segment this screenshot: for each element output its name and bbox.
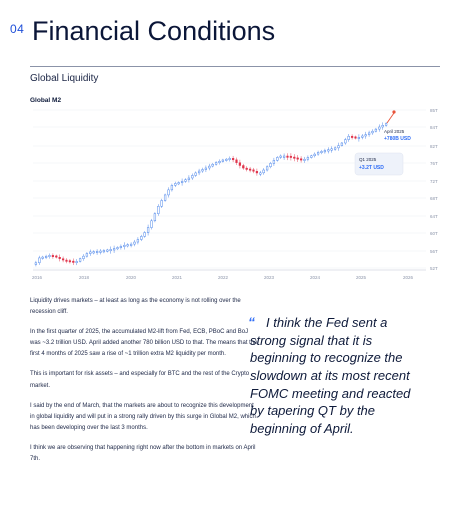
candle-body bbox=[215, 163, 217, 165]
candle-body bbox=[205, 168, 207, 170]
candle-body bbox=[287, 156, 289, 157]
candle-body bbox=[208, 166, 210, 168]
candle-body bbox=[280, 156, 282, 157]
candle-body bbox=[225, 159, 227, 160]
candle-body bbox=[338, 146, 340, 148]
candle-body bbox=[321, 151, 323, 152]
candle-body bbox=[348, 136, 350, 139]
candle-body bbox=[273, 160, 275, 163]
candle-body bbox=[327, 150, 329, 151]
candle-body bbox=[52, 255, 54, 256]
candle-body bbox=[324, 151, 326, 152]
candle-body bbox=[171, 185, 173, 190]
candle-body bbox=[253, 170, 255, 172]
candle-body bbox=[242, 166, 244, 169]
candle-body bbox=[62, 259, 64, 260]
y-tick-label: 72T bbox=[430, 179, 438, 184]
candle-body bbox=[232, 158, 234, 160]
candle-body bbox=[69, 261, 71, 262]
candle-body bbox=[154, 214, 156, 221]
candle-body bbox=[110, 249, 112, 250]
candle-body bbox=[283, 156, 285, 157]
candle-body bbox=[385, 124, 387, 125]
candle-body bbox=[355, 137, 357, 138]
candle-body bbox=[239, 163, 241, 166]
y-tick-label: 82T bbox=[430, 144, 438, 149]
candle-body bbox=[229, 158, 231, 159]
candle-body bbox=[266, 167, 268, 170]
candle-body bbox=[365, 135, 367, 136]
x-tick-label: 2021 bbox=[171, 275, 183, 280]
y-tick-label: 60T bbox=[430, 231, 438, 236]
candle-body bbox=[86, 254, 88, 257]
chart-title: Global M2 bbox=[30, 97, 62, 104]
candle-body bbox=[249, 169, 251, 170]
candle-body bbox=[256, 171, 258, 173]
candle-body bbox=[361, 136, 363, 137]
candle-body bbox=[89, 252, 91, 254]
candle-body bbox=[55, 256, 57, 257]
y-tick-label: 68T bbox=[430, 196, 438, 201]
quote-text: I think the Fed sent a strong signal that it is beginning to recognize the slowdown at its most recent FOMC meeting and reacted by tapering QT by the beginning of April. bbox=[250, 315, 411, 437]
candle-body bbox=[382, 125, 384, 127]
candle-body bbox=[191, 175, 193, 178]
candle-body bbox=[236, 160, 238, 163]
candle-body bbox=[42, 257, 44, 258]
annotation-q1-value: +3.2T USD bbox=[359, 165, 384, 171]
candle-body bbox=[66, 260, 68, 261]
candle-body bbox=[103, 251, 105, 252]
candle-body bbox=[185, 180, 187, 182]
x-tick-label: 2023 bbox=[263, 275, 275, 280]
candle-body bbox=[212, 164, 214, 166]
candle-body bbox=[93, 252, 95, 253]
section-number: 04 bbox=[10, 22, 25, 36]
candle-body bbox=[334, 148, 336, 149]
candle-body bbox=[100, 251, 102, 252]
annotation-april-value: +780B USD bbox=[384, 136, 411, 142]
candle-body bbox=[164, 195, 166, 201]
candle-body bbox=[151, 221, 153, 228]
body-paragraph-4: I said by the end of March, that the markets are about to recognize this development in global liquidity and will put in a strong rally driven by this surge in Global M2, which has been developing over the last 3 months. bbox=[30, 402, 256, 431]
candle-body bbox=[314, 154, 316, 156]
page-title: Financial Conditions bbox=[32, 16, 276, 46]
candle-body bbox=[96, 251, 98, 252]
candle-body bbox=[76, 261, 78, 262]
candle-body bbox=[358, 137, 360, 138]
candle-body bbox=[35, 263, 37, 265]
candle-body bbox=[198, 171, 200, 173]
candle-body bbox=[372, 131, 374, 133]
candle-body bbox=[317, 152, 319, 154]
x-tick-label: 2025 bbox=[355, 275, 367, 280]
candle-body bbox=[147, 228, 149, 233]
candle-body bbox=[344, 140, 346, 143]
candle-body bbox=[59, 257, 61, 258]
candle-body bbox=[219, 161, 221, 162]
candle-body bbox=[157, 206, 159, 213]
x-tick-label: 2016 bbox=[31, 275, 43, 280]
body-paragraph-5: I think we are observing that happening right now after the bottom in markets on April 7th. bbox=[30, 444, 256, 463]
x-tick-label: 2026 bbox=[402, 275, 414, 280]
candle-body bbox=[300, 159, 302, 160]
candle-body bbox=[351, 136, 353, 137]
candle-body bbox=[188, 178, 190, 180]
candle-body bbox=[127, 245, 129, 246]
candle-body bbox=[178, 183, 180, 184]
candle-body bbox=[130, 244, 132, 245]
candle-body bbox=[368, 133, 370, 135]
candle-body bbox=[276, 157, 278, 160]
candle-body bbox=[117, 247, 119, 248]
y-tick-label: 64T bbox=[430, 214, 438, 219]
annotation-q1-label: Q1 2025 bbox=[359, 157, 377, 162]
candle-body bbox=[375, 129, 377, 131]
candle-body bbox=[331, 149, 333, 150]
projection-line bbox=[387, 113, 394, 123]
body-paragraph-2: In the first quarter of 2025, the accumulated M2-lift from Fed, ECB, PBoC and BoJ was ~3.2 trillion USD. April added another 780 billion USD to that. The means that the first 4 months of 2025 saw a rise of ~1 trillion extra M2 liquidity per month. bbox=[30, 329, 258, 358]
candle-body bbox=[120, 246, 122, 247]
candle-body bbox=[123, 245, 125, 246]
candle-body bbox=[161, 200, 163, 206]
body-paragraph-1: Liquidity drives markets – at least as long as the economy is not rolling over the recession cliff. bbox=[30, 298, 241, 316]
candle-body bbox=[270, 163, 272, 166]
y-tick-label: 76T bbox=[430, 161, 438, 166]
candle-body bbox=[222, 160, 224, 161]
candle-body bbox=[304, 159, 306, 160]
candle-body bbox=[246, 168, 248, 169]
projection-point bbox=[392, 110, 395, 113]
candle-body bbox=[79, 259, 81, 262]
y-tick-label: 85T bbox=[430, 108, 438, 113]
candle-body bbox=[195, 173, 197, 176]
candle-body bbox=[49, 255, 51, 256]
candle-body bbox=[259, 173, 261, 174]
y-tick-label: 56T bbox=[430, 249, 438, 254]
quote-mark-icon: “ bbox=[248, 314, 255, 330]
candle-body bbox=[45, 256, 47, 257]
candle-body bbox=[134, 242, 136, 244]
candle-body bbox=[83, 256, 85, 259]
body-text bbox=[30, 296, 260, 474]
candle-body bbox=[297, 158, 299, 159]
candle-body bbox=[378, 127, 380, 129]
candle-body bbox=[307, 158, 309, 160]
pull-quote bbox=[250, 314, 422, 438]
candle-body bbox=[106, 250, 108, 251]
candle-body bbox=[290, 156, 292, 157]
body-paragraph-3: This is important for risk assets – and especially for BTC and the rest of the Crypto market. bbox=[30, 371, 250, 389]
candle-body bbox=[202, 170, 204, 172]
annotation-april-label: April 2025 bbox=[384, 129, 405, 134]
x-tick-label: 2024 bbox=[309, 275, 321, 280]
x-tick-label: 2022 bbox=[217, 275, 229, 280]
candle-body bbox=[341, 143, 343, 146]
candle-body bbox=[310, 156, 312, 158]
candle-body bbox=[38, 258, 40, 263]
candle-body bbox=[174, 183, 176, 185]
candle-body bbox=[144, 233, 146, 237]
candle-body bbox=[168, 190, 170, 195]
section-subtitle: Global Liquidity bbox=[30, 73, 99, 84]
candle-body bbox=[140, 236, 142, 239]
y-tick-label: 84T bbox=[430, 125, 438, 130]
candle-body bbox=[293, 157, 295, 158]
candle-body bbox=[181, 181, 183, 182]
candle-body bbox=[263, 170, 265, 173]
x-tick-label: 2020 bbox=[125, 275, 137, 280]
y-tick-label: 52T bbox=[430, 266, 438, 271]
candle-body bbox=[72, 261, 74, 262]
candle-body bbox=[137, 240, 139, 243]
candle-body bbox=[113, 249, 115, 250]
x-tick-label: 2018 bbox=[78, 275, 90, 280]
